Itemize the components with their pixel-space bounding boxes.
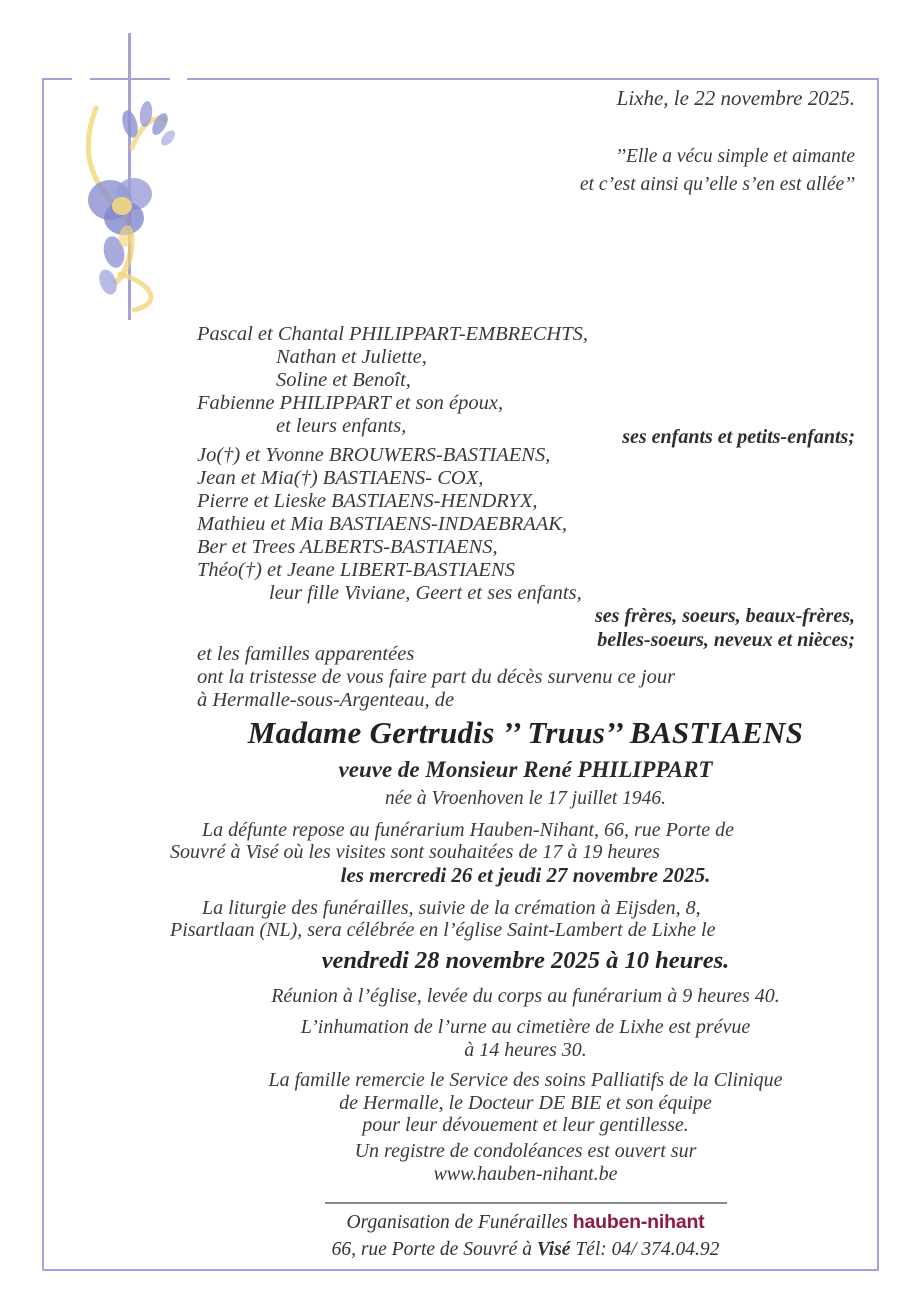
burial-line: à 14 heures 30.: [464, 1038, 587, 1061]
family-member-line: leur fille Viviane, Geert et ses enfants,: [269, 582, 582, 604]
address-suffix: Tél: 04/ 374.04.92: [570, 1239, 720, 1260]
thanks-paragraph: [170, 1069, 881, 1137]
thanks-line: pour leur dévouement et leur gentillesse.: [362, 1114, 689, 1136]
birth-line: née à Vroenhoven le 17 juillet 1946.: [384, 788, 667, 809]
condolence-register: [170, 1140, 881, 1186]
thanks-line: La famille remercie le Service des soins Palliatifs de la Clinique: [268, 1069, 783, 1091]
visitation-paragraph: [170, 819, 881, 886]
ceremony-line: Pisartlaan (NL), sera célébrée en l’église Saint-Lambert de Lixhe le: [170, 919, 716, 941]
church-meeting-line: Réunion à l’église, levée du corps au funérarium à 9 heures 40.: [271, 985, 780, 1007]
thanks-line: de Hermalle, le Docteur DE BIE et son équipe: [339, 1091, 712, 1114]
burial-paragraph: [170, 1016, 881, 1061]
border-gap-right: [170, 75, 187, 83]
deceased-name-heading: Madame Gertrudis ’’ Truus’’ BASTIAENS: [247, 715, 804, 750]
family-member-line: Théo(†) et Jeane LIBERT-BASTIAENS: [197, 559, 515, 581]
family-member-line: Pierre et Lieske BASTIAENS-HENDRYX,: [197, 490, 538, 512]
condolence-line: Un registre de condoléances est ouvert sur: [354, 1140, 697, 1162]
relation-label-line: belles-soeurs, neveux et nièces;: [597, 629, 855, 651]
siblings-list: [170, 444, 881, 605]
family-member-line: Pascal et Chantal PHILIPPART-EMBRECHTS,: [197, 323, 588, 345]
address-city: Visé: [536, 1239, 571, 1260]
flower-illustration: [68, 96, 198, 314]
address-prefix: 66, rue Porte de Souvré à: [331, 1239, 537, 1260]
widow-line: veuve de Monsieur René PHILIPPART: [338, 757, 713, 782]
footer-divider: [170, 1202, 881, 1204]
announcement-line: à Hermalle-sous-Argenteau, de: [197, 688, 455, 711]
family-member-line: Mathieu et Mia BASTIAENS-INDAEBRAAK,: [197, 513, 568, 535]
organisation-prefix: Organisation de Funérailles: [346, 1212, 573, 1233]
announcement-line: ont la tristesse de vous faire part du décès survenu ce jour: [197, 666, 676, 688]
relation-label-line: ses frères, soeurs, beaux-frères,: [595, 605, 855, 627]
date-place-line: Lixhe, le 22 novembre 2025.: [616, 86, 855, 110]
visitation-line: Souvré à Visé où les visites sont souhaitées de 17 à 19 heures: [170, 841, 660, 863]
memorial-quote: [170, 143, 881, 199]
related-families-line: et les familles apparentées: [197, 643, 415, 665]
burial-line: L’inhumation de l’urne au cimetière de Lixhe est prévue: [300, 1016, 751, 1038]
visitation-line: La défunte repose au funérarium Hauben-Nihant, 66, rue Porte de: [202, 819, 734, 841]
visitation-dates: les mercredi 26 et jeudi 27 novembre 2025.: [340, 863, 711, 887]
family-member-line: Jo(†) et Yvonne BROUWERS-BASTIAENS,: [197, 444, 551, 466]
ceremony-date: vendredi 28 novembre 2025 à 10 heures.: [321, 947, 730, 974]
family-member-line: et leurs enfants,: [276, 415, 407, 437]
quote-line: et c’est ainsi qu’elle s’en est allée’’: [579, 174, 855, 195]
family-member-line: Fabienne PHILIPPART et son époux,: [197, 392, 504, 414]
family-member-line: Soline et Benoît,: [276, 369, 411, 391]
funeral-home-footer: [170, 1209, 881, 1263]
family-member-line: Jean et Mia(†) BASTIAENS- COX,: [197, 467, 484, 489]
address-line: [170, 1236, 881, 1263]
quote-line: ’’Elle a vécu simple et aimante: [615, 146, 855, 167]
ceremony-line: La liturgie des funérailles, suivie de la crémation à Eijsden, 8,: [202, 897, 701, 919]
children-list: [170, 323, 881, 438]
announcement-text: [170, 666, 881, 711]
border-gap-left: [72, 75, 90, 83]
family-member-line: Ber et Trees ALBERTS-BASTIAENS,: [197, 536, 498, 558]
condolence-website: www.hauben-nihant.be: [433, 1163, 618, 1185]
funeral-home-logo: hauben-nihant: [572, 1211, 705, 1233]
ceremony-paragraph: [170, 897, 881, 972]
children-relation-label: ses enfants et petits-enfants;: [622, 426, 855, 448]
organisation-line: [170, 1209, 881, 1236]
family-member-line: Nathan et Juliette,: [276, 346, 427, 368]
